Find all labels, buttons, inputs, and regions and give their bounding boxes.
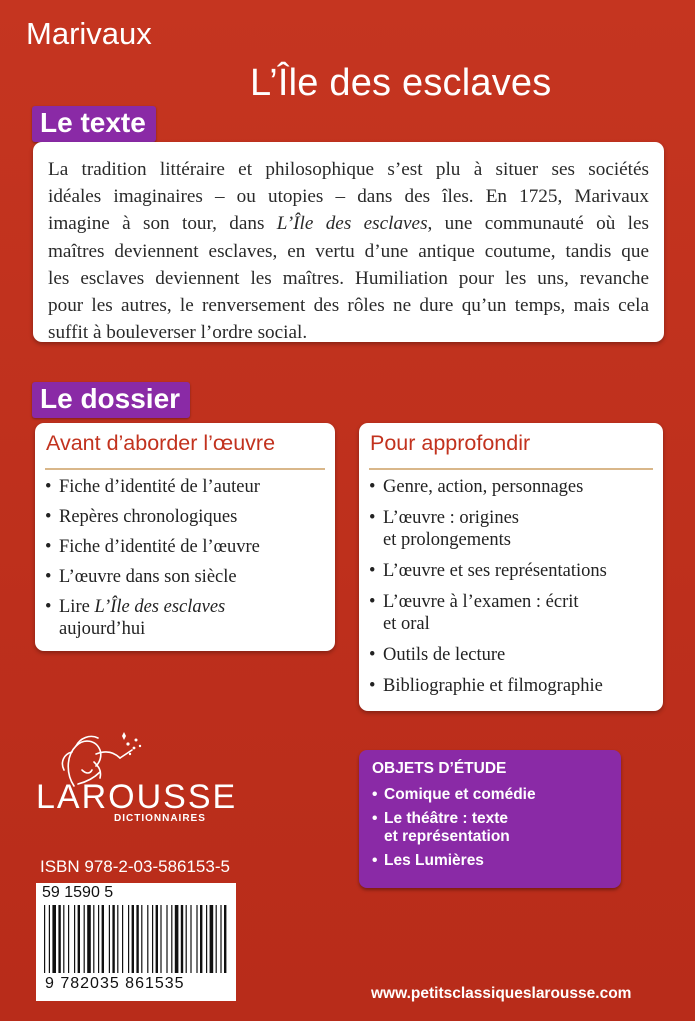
summary-line: maîtres deviennent esclaves, en vertu d’une antique coutume, tandis que — [48, 240, 649, 262]
barcode-number: 9 782035 861535 — [45, 975, 185, 992]
summary-line: les esclaves deviennent les maîtres. Humiliation pour les uns, revanche — [48, 267, 649, 289]
list-item: • L’œuvre dans son siècle — [45, 566, 335, 588]
list-item: • L’œuvre et ses représentations — [369, 560, 663, 582]
summary-line: La tradition littéraire et philosophique s’est plu à situer ses sociétés — [48, 159, 649, 180]
isbn-text: ISBN 978-2-03-586153-5 — [40, 857, 230, 876]
list-item: • Le théâtre : texte et représentation — [372, 810, 536, 846]
list-item: • Bibliographie et filmographie — [369, 675, 663, 697]
summary-box — [33, 142, 664, 342]
barcode-top-number: 59 1590 5 — [42, 884, 114, 901]
list-item: • Outils de lecture — [369, 644, 663, 666]
list-item: • Fiche d’identité de l’œuvre — [45, 536, 335, 558]
avant-card — [35, 423, 335, 651]
summary-italic-title: L’Île des esclaves — [276, 213, 428, 235]
website-url: www.petitsclassiqueslarousse.com — [371, 985, 632, 1002]
pour-card — [359, 423, 663, 711]
section-label-texte: Le texte — [32, 106, 156, 142]
avant-heading: Avant d’aborder l’œuvre — [46, 431, 276, 455]
author-name: Marivaux — [26, 16, 152, 51]
objets-etude-box — [359, 750, 621, 888]
summary-line: idéales imaginaires – ou utopies – dans des îles. En 1725, Marivaux — [48, 186, 649, 208]
publisher-logo-text: LAROUSSE — [36, 778, 238, 816]
publisher-subtitle: DICTIONNAIRES — [114, 813, 206, 824]
list-item: • L’œuvre à l’examen : écrit et oral — [369, 591, 663, 635]
avant-list — [35, 470, 335, 640]
objets-title: OBJETS D’ÉTUDE — [372, 760, 507, 777]
list-item: • Comique et comédie — [372, 786, 536, 804]
italic-title: L’Île des esclaves — [94, 597, 226, 617]
pour-list — [359, 470, 663, 697]
summary-line: suffit à bouleverser l’ordre social. — [48, 322, 308, 344]
summary-line: pour les autres, le renversement des rôles ne dure qu’un temps, mais cela — [48, 295, 649, 317]
section-label-dossier: Le dossier — [32, 382, 190, 418]
book-title: L’Île des esclaves — [250, 62, 552, 104]
objets-list — [372, 786, 536, 876]
list-item: • Genre, action, personnages — [369, 476, 663, 498]
list-item: • Fiche d’identité de l’auteur — [45, 476, 335, 498]
list-item: • L’œuvre : origines et prolongements — [369, 507, 663, 551]
summary-line: imagine à son tour, dans L’Île des esclaves, une communauté où les — [48, 213, 650, 235]
list-item: • Repères chronologiques — [45, 506, 335, 528]
list-item: • Lire L’Île des esclaves aujourd’hui — [45, 596, 335, 640]
pour-heading: Pour approfondir — [370, 431, 531, 455]
summary-text — [33, 142, 664, 346]
list-item: • Les Lumières — [372, 852, 536, 870]
